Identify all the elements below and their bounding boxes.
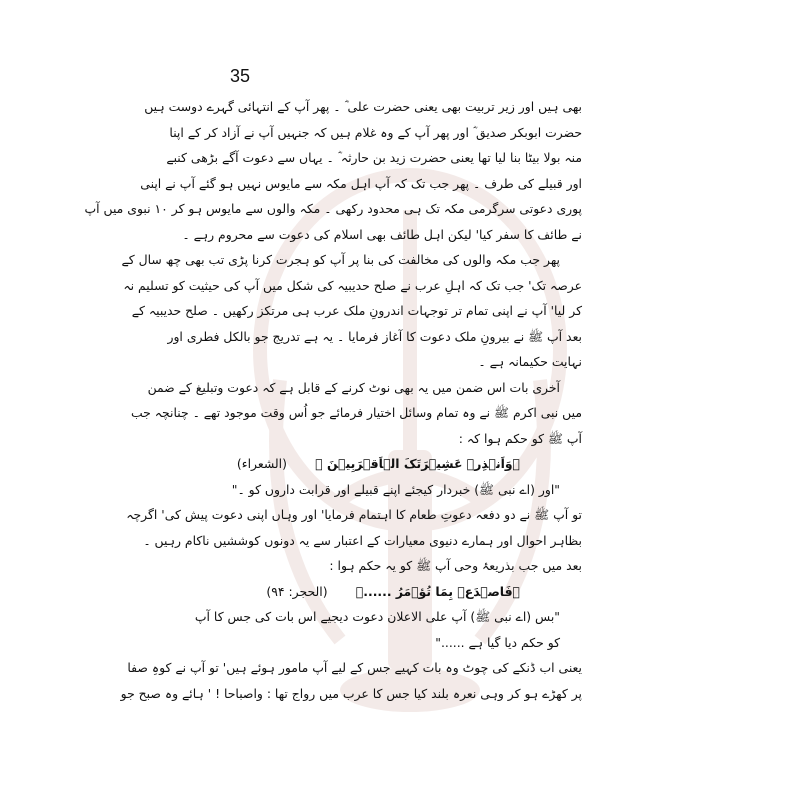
verse-reference: (الحجر: ۹۴)	[266, 583, 328, 599]
text-line: نہایت حکیمانہ ہے ۔	[478, 354, 582, 369]
text-line: بھی ہیں اور زیر تربیت بھی یعنی حضرت علی ؓ ۔ پھر آپ کے انتہائی گہرے دوست ہیں	[144, 99, 582, 114]
text-line: آخری بات اس ضمن میں یہ بھی نوٹ کرنے کے قابل ہے کہ دعوت وتبلیغ کے ضمن	[147, 379, 560, 395]
text-line: تو آپ ﷺ نے دو دفعہ دعوتِ طعام کا اہتمام فرمایا' اور وہاں اپنی دعوت پیش کی' اگرچہ	[126, 507, 582, 522]
text-line: عرصہ تک' جب تک کہ اہلِ عرب نے صلح حدیبیہ کی شکل میں آپ کی حیثیت کو تسلیم نہ	[123, 277, 582, 293]
text-line: منہ بولا بیٹا بنا لیا تھا یعنی حضرت زید بن حارثہ ؓ ۔ یہاں سے دعوت آگے بڑھی کنبے	[166, 150, 582, 165]
text-line: کر لیا' آپ نے اپنی تمام تر توجہات اندرونِ ملک عرب ہی مرتکز رکھیں ۔ صلح حدیبیہ کے	[131, 303, 582, 318]
text-line: یعنی اب ڈنکے کی چوٹ وہ بات کہیے جس کے لیے آپ مامور ہوئے ہیں' تو آپ نے کوہِ صفا	[127, 660, 582, 675]
text-line: پوری دعوتی سرگرمی مکہ تک ہی محدود رکھی ۔ مکہ والوں سے مایوس ہو کر ۱۰ نبوی میں آپ	[84, 201, 582, 216]
quran-verse	[226, 579, 582, 605]
text-line: بظاہر احوال اور ہمارے دنیوی معیارات کے اعتبار سے یہ دونوں کوششیں ناکام رہیں ۔	[143, 532, 582, 548]
text-line: بعد آپ ﷺ نے بیرونِ ملک دعوت کا آغاز فرمایا ۔ یہ ہے تدریج جو بالکل فطری اور	[167, 328, 582, 344]
text-line: پر کھڑے ہو کر وہی نعرہ بلند کیا جس کا عرب میں رواج تھا : واصباحا ! ' ہائے وہ صبح جو	[120, 685, 582, 701]
verse-text: ﴿فَاصۡدَعۡ بِمَا تُؤۡمَرُ ......﴾	[355, 583, 520, 599]
verse-translation: کو حکم دیا گیا ہے ......"	[435, 634, 560, 650]
verse-text: ﴿وَاَنۡذِرۡ عَشِیۡرَتَکَ الۡاَقۡرَبِیۡنَ ﴾	[315, 456, 520, 471]
text-line: آپ ﷺ کو حکم ہوا کہ :	[458, 430, 582, 446]
text-line: نے طائف کا سفر کیا' لیکن اہل طائف بھی اسلام کی دعوت سے محروم رہے ۔	[182, 226, 582, 242]
text-line: اور قبیلے کی طرف ۔ پھر جب تک کہ آپ اہل مکہ سے مایوس نہیں ہو گئے آپ نے اپنی	[140, 175, 582, 191]
text-line: بعد میں جب بذریعۂ وحی آپ ﷺ کو یہ حکم ہوا :	[329, 558, 582, 573]
page-number: 35	[230, 66, 251, 86]
verse-reference: (الشعراء)	[236, 456, 287, 471]
text-line: میں نبی اکرم ﷺ نے وہ تمام وسائل اختیار فرمائے جو اُس وقت موجود تھے ۔ چنانچہ جب	[130, 405, 582, 420]
quran-verse	[226, 451, 582, 477]
verse-translation: "بس (اے نبی ﷺ) آپ علی الاعلان دعوت دیجیے اس بات کی جس کا آپ	[194, 609, 560, 624]
page-body	[84, 94, 582, 784]
verse-translation: "اور (اے نبی ﷺ) خبردار کیجئے اپنے قبیلے اور قرابت داروں کو ۔"	[231, 481, 560, 497]
text-line: حضرت ابوبکر صدیق ؓ اور پھر آپ کے وہ غلام ہیں کہ جنہیں آپ نے آزاد کر کے اپنا	[169, 124, 582, 140]
text-line: پھر جب مکہ والوں کی مخالفت کی بنا پر آپ کو ہجرت کرنا پڑی تب بھی چھ سال کے	[121, 252, 560, 267]
